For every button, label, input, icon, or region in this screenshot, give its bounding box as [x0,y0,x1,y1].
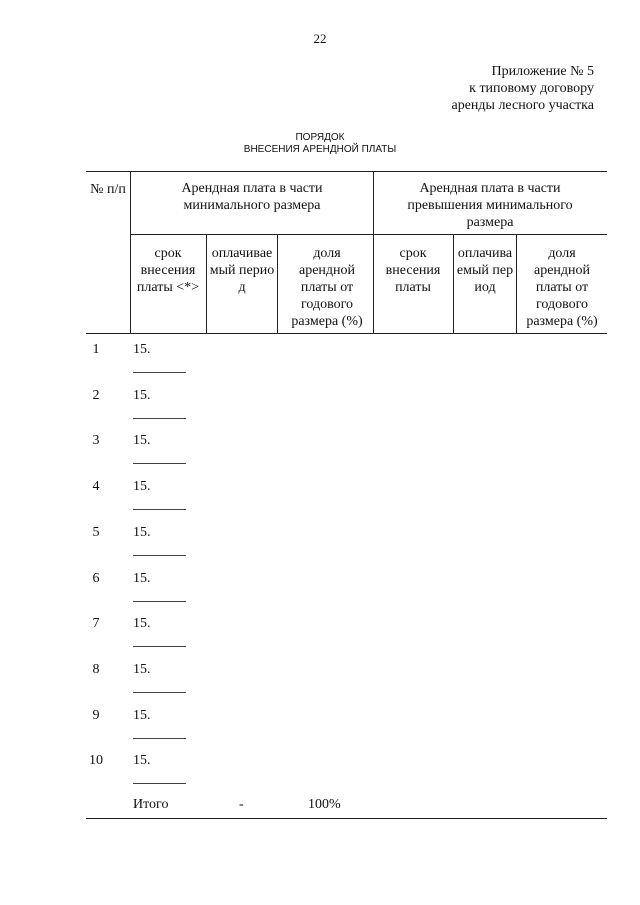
row-payment-date: 15. [133,388,151,403]
row-date-blank-line [133,418,186,419]
row-number: 8 [92,662,100,677]
row-date-blank-line [133,372,186,373]
header-min-period: оплачиваемый период [209,246,275,295]
row-payment-date: 15. [133,342,151,357]
document-title [0,132,640,156]
row-date-blank-line [133,783,186,784]
row-date-blank-line [133,555,186,556]
appendix-line-2: к типовому договору [469,81,594,96]
row-payment-date: 15. [133,662,151,677]
row-number: 2 [92,388,100,403]
row-date-blank-line [133,509,186,510]
title-line-2: ВНЕСЕНИЯ АРЕНДНОЙ ПЛАТЫ [243,144,397,155]
appendix-line-1: Приложение № 5 [491,64,594,79]
row-date-blank-line [133,738,186,739]
title-line-1: ПОРЯДОК [295,132,345,143]
row-payment-date: 15. [133,571,151,586]
row-number: 3 [92,433,100,448]
row-payment-date: 15. [133,708,151,723]
row-number: 1 [92,342,100,357]
row-payment-date: 15. [133,753,151,768]
header-excess-period: оплачиваемый период [456,246,514,295]
total-period: - [239,797,244,812]
row-date-blank-line [133,692,186,693]
header-num: № п/п [90,182,126,197]
header-excess-term: срок внесения платы [385,246,441,295]
row-payment-date: 15. [133,433,151,448]
row-number: 9 [92,708,100,723]
header-min-term: срок внесения платы <*> [136,246,200,295]
row-number: 6 [92,571,100,586]
appendix-note [452,63,595,114]
header-group-min: Арендная плата в части минимального размера [181,181,323,213]
row-number: 10 [89,753,103,768]
header-group-excess: Арендная плата в части превышения минимального размера [407,181,573,230]
appendix-line-3: аренды лесного участка [451,98,594,113]
row-date-blank-line [133,463,186,464]
row-payment-date: 15. [133,525,151,540]
total-share: 100% [308,797,341,812]
header-excess-share: доля арендной платы от годового размера (%) [526,246,598,329]
total-label: Итого [133,797,169,812]
page-number: 22 [313,31,327,46]
row-number: 7 [92,616,100,631]
row-payment-date: 15. [133,616,151,631]
row-number: 5 [92,525,100,540]
row-date-blank-line [133,646,186,647]
row-number: 4 [92,479,100,494]
row-payment-date: 15. [133,479,151,494]
row-date-blank-line [133,601,186,602]
header-min-share: доля арендной платы от годового размера (%) [291,246,363,329]
